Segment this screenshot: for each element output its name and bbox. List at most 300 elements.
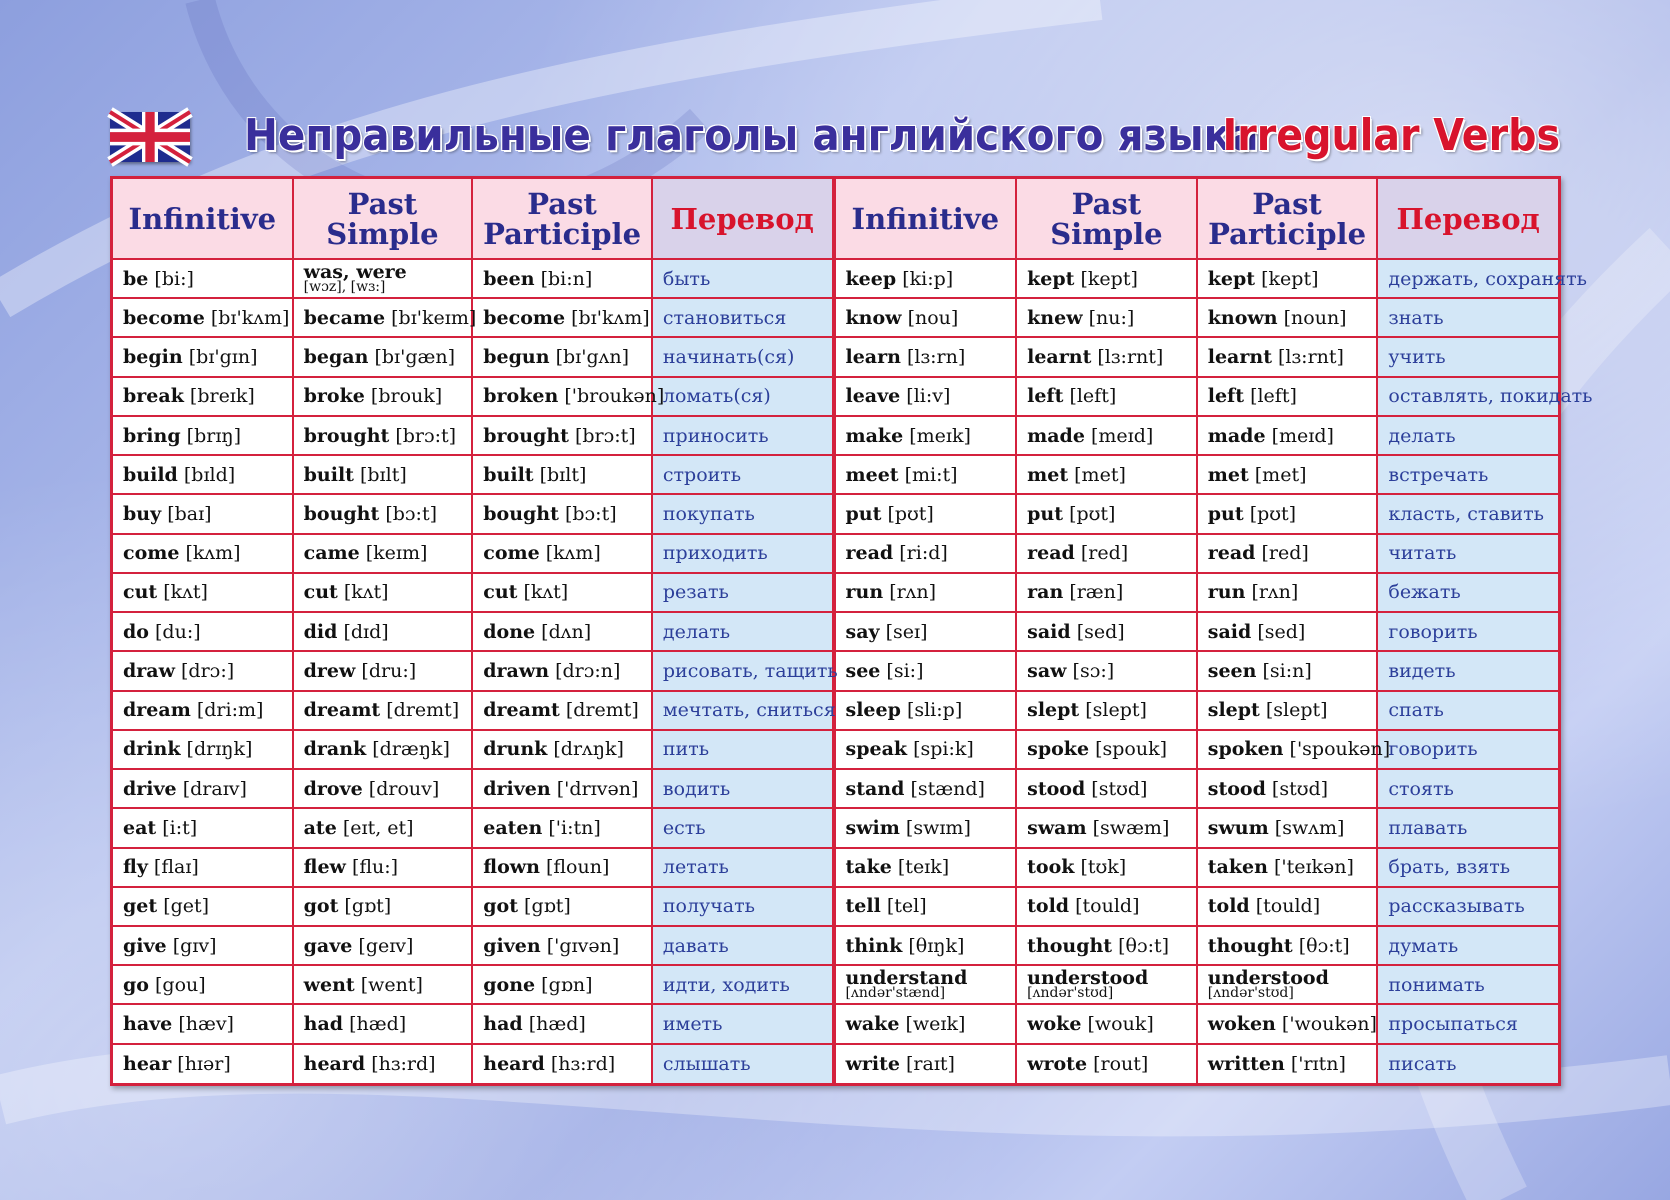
transcription: [rʌn] xyxy=(889,581,937,604)
transcription: [stʊd] xyxy=(1091,777,1148,800)
table-row xyxy=(113,691,832,730)
translation-cell: водить xyxy=(652,769,832,808)
infinitive-cell xyxy=(113,691,293,730)
transcription: [get] xyxy=(163,895,210,918)
transcription: [left] xyxy=(1069,385,1117,408)
verb-form: drunk xyxy=(483,738,548,761)
verb-form: get xyxy=(123,895,158,918)
transcription: [stænd] xyxy=(910,777,985,800)
transcription: [dræŋk] xyxy=(372,738,450,761)
transcription: [hæv] xyxy=(178,1013,234,1036)
transcription: ['rɪtn] xyxy=(1290,1052,1346,1075)
verb-form: saw xyxy=(1027,659,1067,682)
past-participle-cell xyxy=(472,887,652,926)
past-participle-cell xyxy=(1197,926,1378,965)
verb-form: stood xyxy=(1027,777,1086,800)
transcription: [baɪ] xyxy=(167,503,212,526)
transcription: [gou] xyxy=(155,973,206,996)
verb-form: put xyxy=(1027,503,1064,526)
table-row xyxy=(113,259,832,298)
verb-form: say xyxy=(845,620,880,643)
verb-form: drank xyxy=(303,738,367,761)
verb-form: gone xyxy=(483,973,536,996)
verb-form: cut xyxy=(123,581,158,604)
verb-form: meet xyxy=(845,463,899,486)
transcription: [ʌndər'stænd] xyxy=(845,984,946,1001)
past-simple-cell xyxy=(1016,416,1197,455)
transcription: [nou] xyxy=(907,306,959,329)
transcription: ['gɪvən] xyxy=(546,934,620,957)
verb-form: got xyxy=(483,895,518,918)
past-simple-cell xyxy=(293,691,473,730)
table-row xyxy=(836,651,1559,690)
table-row xyxy=(113,377,832,416)
table-row xyxy=(836,848,1559,887)
verb-form: said xyxy=(1027,620,1071,643)
transcription: [rʌn] xyxy=(1251,581,1299,604)
verb-form: dreamt xyxy=(303,699,381,722)
infinitive-cell xyxy=(836,730,1017,769)
transcription: [left] xyxy=(1250,385,1297,408)
verb-form: drove xyxy=(303,777,363,800)
transcription: [kʌt] xyxy=(523,581,569,604)
past-participle-cell xyxy=(472,730,652,769)
transcription: [tel] xyxy=(886,895,927,918)
past-participle-cell xyxy=(1197,534,1378,573)
past-participle-cell xyxy=(472,455,652,494)
verb-form: left xyxy=(1027,385,1064,408)
past-simple-cell xyxy=(1016,1044,1197,1083)
past-simple-cell xyxy=(1016,1004,1197,1043)
verb-form: told xyxy=(1207,895,1250,918)
past-participle-cell xyxy=(472,416,652,455)
transcription: [bɪ'gæn] xyxy=(374,346,456,369)
verb-form: drink xyxy=(123,738,181,761)
transcription: [bɪ'keɪm] xyxy=(391,306,477,329)
verb-form: know xyxy=(845,306,902,329)
past-simple-cell xyxy=(1016,887,1197,926)
verb-form: become xyxy=(483,306,566,329)
transcription: ['broukən] xyxy=(564,385,665,408)
transcription: [bɪ'kʌm] xyxy=(210,306,290,329)
verb-form: break xyxy=(123,385,184,408)
infinitive-cell xyxy=(836,1044,1017,1083)
table-row xyxy=(113,416,832,455)
translation-cell: класть, ставить xyxy=(1377,494,1558,533)
table-row xyxy=(113,337,832,376)
transcription: [dremt] xyxy=(386,699,460,722)
past-participle-cell xyxy=(1197,887,1378,926)
verb-form: learnt xyxy=(1027,346,1092,369)
table-row xyxy=(113,612,832,651)
transcription: [sli:p] xyxy=(906,699,963,722)
past-participle-cell xyxy=(1197,612,1378,651)
verb-form: stood xyxy=(1207,777,1266,800)
verb-form: brought xyxy=(303,424,390,447)
infinitive-cell xyxy=(836,377,1017,416)
transcription: [mi:t] xyxy=(904,463,958,486)
transcription: [floun] xyxy=(545,856,610,879)
infinitive-cell xyxy=(113,730,293,769)
past-participle-cell xyxy=(472,808,652,847)
transcription: [ʌndər'stʊd] xyxy=(1027,984,1114,1001)
past-participle-cell xyxy=(472,926,652,965)
infinitive-cell xyxy=(836,769,1017,808)
transcription: [keɪm] xyxy=(365,542,428,565)
table-row xyxy=(836,1004,1559,1043)
translation-cell: иметь xyxy=(652,1004,832,1043)
table-row xyxy=(836,416,1559,455)
past-participle-cell xyxy=(472,534,652,573)
past-participle-cell xyxy=(1197,455,1378,494)
transcription: [ri:d] xyxy=(899,542,948,565)
transcription: [breɪk] xyxy=(189,385,255,408)
translation-cell: плавать xyxy=(1377,808,1558,847)
transcription: [lɜ:rn] xyxy=(907,346,966,369)
verb-form: eat xyxy=(123,816,157,839)
verb-form: do xyxy=(123,620,149,643)
verb-form: gave xyxy=(303,934,353,957)
table-row xyxy=(836,612,1559,651)
verb-form: run xyxy=(1207,581,1246,604)
transcription: [brɔ:t] xyxy=(574,424,636,447)
verb-form: had xyxy=(483,1013,523,1036)
verb-form: took xyxy=(1027,856,1075,879)
verb-form: drive xyxy=(123,777,177,800)
translation-cell: рисовать, тащить xyxy=(652,651,832,690)
translation-cell: резать xyxy=(652,573,832,612)
verb-form: be xyxy=(123,267,149,290)
table-row xyxy=(113,455,832,494)
verb-form: put xyxy=(1207,503,1244,526)
infinitive-cell xyxy=(113,377,293,416)
verb-form: bought xyxy=(303,503,380,526)
transcription: [bɪ'gɪn] xyxy=(188,346,258,369)
past-simple-cell xyxy=(293,769,473,808)
past-simple-cell xyxy=(293,259,473,298)
transcription: [dremt] xyxy=(565,699,639,722)
table-row xyxy=(836,926,1559,965)
past-participle-cell xyxy=(472,298,652,337)
infinitive-cell xyxy=(113,298,293,337)
past-participle-cell xyxy=(1197,730,1391,769)
verb-form: met xyxy=(1027,463,1069,486)
past-participle-cell xyxy=(1197,298,1378,337)
infinitive-cell xyxy=(836,691,1017,730)
transcription: [meɪd] xyxy=(1271,424,1334,447)
translation-cell: становиться xyxy=(652,298,832,337)
transcription: [flu:] xyxy=(351,856,399,879)
title-russian: Неправильные глаголы английского языка xyxy=(244,110,1259,161)
infinitive-cell xyxy=(113,848,293,887)
translation-cell: мечтать, сниться xyxy=(652,691,832,730)
verb-form: buy xyxy=(123,503,162,526)
transcription: [lɜ:rnt] xyxy=(1097,346,1164,369)
past-simple-cell xyxy=(1016,730,1197,769)
infinitive-cell xyxy=(836,848,1017,887)
table-row xyxy=(836,1044,1559,1083)
infinitive-cell xyxy=(836,494,1017,533)
transcription: [kʌt] xyxy=(163,581,208,604)
verb-form: driven xyxy=(483,777,551,800)
verb-form: stand xyxy=(845,777,905,800)
transcription: [bɔ:t] xyxy=(564,503,617,526)
past-simple-cell xyxy=(1016,534,1197,573)
verb-form: cut xyxy=(303,581,338,604)
verb-form: broken xyxy=(483,385,559,408)
table-row xyxy=(113,651,832,690)
past-participle-cell xyxy=(472,965,652,1004)
table-row xyxy=(836,573,1559,612)
column-header: Перевод xyxy=(1377,179,1558,259)
verb-form: drew xyxy=(303,659,356,682)
past-simple-cell xyxy=(293,1044,473,1083)
verb-form: got xyxy=(303,895,339,918)
verb-form: make xyxy=(845,424,904,447)
past-simple-cell xyxy=(1016,337,1197,376)
table-row xyxy=(113,573,832,612)
translation-cell: знать xyxy=(1377,298,1558,337)
verb-form: left xyxy=(1207,385,1245,408)
infinitive-cell xyxy=(836,573,1017,612)
transcription: [wɔz], [wɜ:] xyxy=(303,278,386,295)
verb-form: eaten xyxy=(483,816,543,839)
translation-cell: делать xyxy=(652,612,832,651)
table-row xyxy=(836,259,1559,298)
verb-form: understood xyxy=(1207,966,1329,989)
verb-form: leave xyxy=(845,385,901,408)
transcription: [kept] xyxy=(1080,267,1138,290)
transcription: [gɒt] xyxy=(344,895,392,918)
infinitive-cell xyxy=(113,416,293,455)
verb-form: swam xyxy=(1027,816,1087,839)
past-simple-cell xyxy=(293,416,473,455)
verb-form: went xyxy=(303,973,355,996)
title-english: Irregular Verbs xyxy=(1222,110,1560,161)
verb-form: become xyxy=(123,306,205,329)
translation-cell: слышать xyxy=(652,1044,832,1083)
transcription: [kʌm] xyxy=(185,542,241,565)
past-simple-cell xyxy=(293,808,473,847)
verb-form: seen xyxy=(1207,659,1257,682)
table-row xyxy=(113,965,832,1004)
translation-cell: держать, сохранять xyxy=(1377,259,1558,298)
past-simple-cell xyxy=(293,730,473,769)
transcription: [eɪt, et] xyxy=(342,816,414,839)
transcription: [drɔ:] xyxy=(181,659,235,682)
translation-cell: приносить xyxy=(652,416,832,455)
translation-cell: видеть xyxy=(1377,651,1558,690)
verb-form: drawn xyxy=(483,659,550,682)
transcription: [bɔ:t] xyxy=(385,503,437,526)
verb-form: flew xyxy=(303,856,346,879)
table-row xyxy=(113,534,832,573)
transcription: [flaɪ] xyxy=(153,856,199,879)
verb-form: spoken xyxy=(1207,738,1284,761)
translation-cell: начинать(ся) xyxy=(652,337,832,376)
transcription: [wouk] xyxy=(1087,1013,1154,1036)
table-row xyxy=(836,769,1559,808)
transcription: [drouv] xyxy=(368,777,440,800)
transcription: [hɜ:rd] xyxy=(550,1052,616,1075)
table-row xyxy=(836,691,1559,730)
infinitive-cell xyxy=(113,965,293,1004)
verb-form: knew xyxy=(1027,306,1083,329)
verb-form: said xyxy=(1207,620,1252,643)
uk-flag-icon xyxy=(110,112,190,162)
infinitive-cell xyxy=(113,1044,293,1083)
transcription: [swæm] xyxy=(1092,816,1170,839)
verb-form: began xyxy=(303,346,369,369)
transcription: [rout] xyxy=(1093,1052,1149,1075)
verb-form: read xyxy=(1207,542,1256,565)
verb-form: put xyxy=(845,503,882,526)
translation-cell: ломать(ся) xyxy=(652,377,832,416)
transcription: [swʌm] xyxy=(1274,816,1345,839)
transcription: [stʊd] xyxy=(1271,777,1329,800)
past-simple-cell xyxy=(293,494,473,533)
column-header: Infinitive xyxy=(836,179,1017,259)
infinitive-cell xyxy=(836,612,1017,651)
infinitive-cell xyxy=(836,808,1017,847)
past-participle-cell xyxy=(472,573,652,612)
past-participle-cell xyxy=(472,612,652,651)
infinitive-cell xyxy=(836,926,1017,965)
infinitive-cell xyxy=(836,455,1017,494)
transcription: ['i:tn] xyxy=(548,816,601,839)
verb-form: told xyxy=(1027,895,1070,918)
transcription: [kʌt] xyxy=(343,581,389,604)
table-row xyxy=(113,1044,832,1083)
verb-form: bring xyxy=(123,424,181,447)
transcription: [bɪlt] xyxy=(539,463,587,486)
transcription: [bi:] xyxy=(154,267,194,290)
past-participle-cell xyxy=(472,259,652,298)
column-header: Перевод xyxy=(652,179,832,259)
table-row xyxy=(836,298,1559,337)
table-row xyxy=(113,494,832,533)
past-participle-cell xyxy=(472,377,665,416)
infinitive-cell xyxy=(836,887,1017,926)
transcription: [kept] xyxy=(1261,267,1319,290)
verb-form: come xyxy=(483,542,540,565)
transcription: [sed] xyxy=(1257,620,1306,643)
verb-form: kept xyxy=(1207,267,1256,290)
past-simple-cell xyxy=(293,848,473,887)
past-participle-cell xyxy=(1197,416,1378,455)
translation-cell: спать xyxy=(1377,691,1558,730)
transcription: [si:n] xyxy=(1262,659,1312,682)
verb-form: learnt xyxy=(1207,346,1272,369)
past-simple-cell xyxy=(1016,808,1197,847)
verb-form: begin xyxy=(123,346,183,369)
transcription: [geɪv] xyxy=(358,934,414,957)
verb-form: met xyxy=(1207,463,1249,486)
transcription: [raɪt] xyxy=(906,1052,955,1075)
past-simple-cell xyxy=(293,377,473,416)
verb-form: understood xyxy=(1027,966,1149,989)
table-row xyxy=(113,848,832,887)
table-row xyxy=(113,808,832,847)
transcription: [swɪm] xyxy=(905,816,971,839)
translation-cell: идти, ходить xyxy=(652,965,832,1004)
transcription: ['spoukən] xyxy=(1289,738,1391,761)
verb-form: done xyxy=(483,620,536,643)
verb-form: dream xyxy=(123,699,191,722)
infinitive-cell xyxy=(113,1004,293,1043)
transcription: ['drɪvən] xyxy=(556,777,639,800)
past-simple-cell xyxy=(1016,691,1197,730)
transcription: [pʊt] xyxy=(887,503,934,526)
verb-form: fly xyxy=(123,856,148,879)
transcription: [draɪv] xyxy=(182,777,247,800)
infinitive-cell xyxy=(113,337,293,376)
infinitive-cell xyxy=(836,337,1017,376)
past-participle-cell xyxy=(1197,377,1378,416)
past-simple-cell xyxy=(293,965,473,1004)
transcription: [pʊt] xyxy=(1069,503,1116,526)
verb-form: became xyxy=(303,306,386,329)
infinitive-cell xyxy=(836,651,1017,690)
past-participle-cell xyxy=(1197,691,1378,730)
verb-form: understand xyxy=(845,966,968,989)
transcription: [tʊk] xyxy=(1080,856,1127,879)
past-participle-cell xyxy=(1197,965,1378,1004)
past-participle-cell xyxy=(472,651,652,690)
transcription: [nu:] xyxy=(1088,306,1135,329)
translation-cell: брать, взять xyxy=(1377,848,1558,887)
translation-cell: пить xyxy=(652,730,832,769)
past-participle-cell xyxy=(1197,1044,1378,1083)
verb-form: write xyxy=(845,1052,900,1075)
column-header: Infinitive xyxy=(113,179,293,259)
transcription: [hɜ:rd] xyxy=(371,1052,436,1075)
past-participle-cell xyxy=(1197,337,1378,376)
translation-cell: стоять xyxy=(1377,769,1558,808)
column-header: Past Participle xyxy=(472,179,652,259)
verb-form: spoke xyxy=(1027,738,1090,761)
translation-cell: учить xyxy=(1377,337,1558,376)
table-row xyxy=(113,769,832,808)
verb-form: made xyxy=(1027,424,1085,447)
table-row xyxy=(836,730,1559,769)
past-simple-cell xyxy=(1016,377,1197,416)
infinitive-cell xyxy=(113,808,293,847)
past-participle-cell xyxy=(472,691,652,730)
transcription: [θɔ:t] xyxy=(1118,934,1170,957)
verb-form: keep xyxy=(845,267,897,290)
past-simple-cell xyxy=(1016,494,1197,533)
past-simple-cell xyxy=(293,612,473,651)
infinitive-cell xyxy=(113,494,293,533)
transcription: [dru:] xyxy=(361,659,417,682)
infinitive-cell xyxy=(113,887,293,926)
transcription: [hɪər] xyxy=(177,1052,231,1075)
translation-cell: встречать xyxy=(1377,455,1558,494)
verb-form: dreamt xyxy=(483,699,560,722)
verb-form: learn xyxy=(845,346,901,369)
past-participle-cell xyxy=(1197,494,1378,533)
verb-form: go xyxy=(123,973,149,996)
past-simple-cell xyxy=(293,455,473,494)
verb-form: see xyxy=(845,659,881,682)
translation-cell: быть xyxy=(652,259,832,298)
translation-cell: понимать xyxy=(1377,965,1558,1004)
verb-form: written xyxy=(1207,1052,1285,1075)
transcription: [bɪlt] xyxy=(359,463,407,486)
verb-form: bought xyxy=(483,503,559,526)
translation-cell: бежать xyxy=(1377,573,1558,612)
